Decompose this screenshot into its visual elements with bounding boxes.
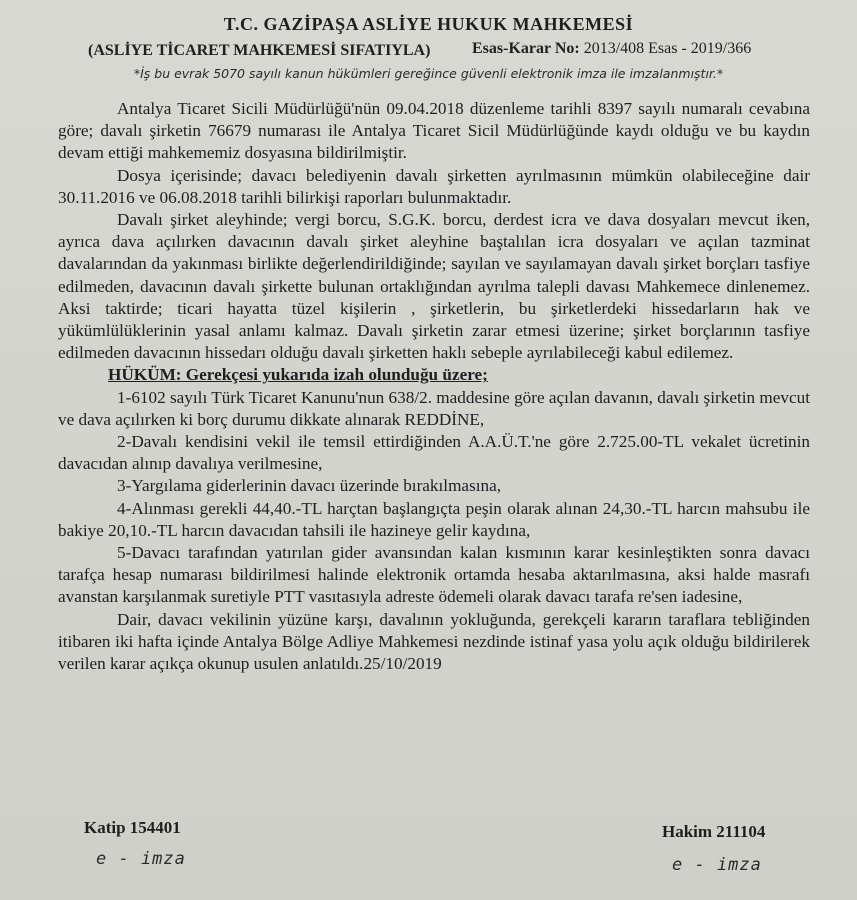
judge-signature-label: Hakim 211104	[662, 822, 766, 841]
verdict-item-5: 5-Davacı tarafından yatırılan gider avansından kalan kısmının karar kesinleştikten sonra davacı tarafça hesap numarası bildirilmesi halinde elektronik ortamda hesaba aktarılmasına, aksi halde masrafı avanstan karşılanmak suretiyle PTT vasıtasıyla adreste ödemeli olarak davacı tarafa re'sen iadesine,	[58, 543, 810, 607]
case-number-label: Esas-Karar No:	[472, 40, 580, 57]
verdict-item-4: 4-Alınması gerekli 44,40.-TL harçtan başlangıçta peşin olarak alınan 24,30.-TL harcın mahsubu ile bakiye 20,10.-TL harcın davacıdan tahsili ile hazineye gelir kaydına,	[58, 498, 810, 540]
closing-paragraph: Dair, davacı vekilinin yüzüne karşı, davalının yokluğunda, gerekçeli kararın taraflara tebliğinden itibaren iki hafta içinde Antalya Bölge Adliye Mahkemesi nezdinde istinaf yasa yolu açık olduğu bildirilerek verilen karar açıkça okunup usulen anlatıldı.25/10/2019	[58, 609, 810, 674]
verdict-item-2: 2-Davalı kendisini vekil ile temsil ettirdiğinden A.A.Ü.T.'ne göre 2.725.00-TL vekalet ücretinin davacıdan alınıp davalıya verilmesine,	[58, 432, 810, 474]
verdict-item-3: 3-Yargılama giderlerinin davacı üzerinde bırakılmasına,	[117, 476, 502, 496]
clerk-e-signature: e - imza	[96, 849, 186, 869]
court-title: T.C. GAZİPAŞA ASLİYE HUKUK MAHKEMESİ	[223, 14, 634, 34]
court-subtitle: (ASLİYE TİCARET MAHKEMESİ SIFATIYLA)	[88, 42, 431, 59]
paragraph-reasoning: Davalı şirket aleyhinde; vergi borcu, S.G.K. borcu, derdest icra ve dava dosyaları mevcut iken, ayrıca dava açılırken davacının davalı şirket aleyhine baştalılan icra dosyaları ve açılan tazminat davalarından da yakınması birlikte değerlendirildiğinde; sayılan ve sayılamayan davalı şirket borçları tasfiye edilmeden, davacının davalı şirkette bulunan ortaklığından ayrılma talepli davası Mahkemece dinlenemez. Aksi taktirde; ticari hayatta tüzel kişilerin , şirketlerin, bu şirketlerdeki hissedarların hak ve yükümlülüklerinin yasal anlamı kalmaz. Davalı şirketin zarar etmesi üzerine; şirket borçlarının tasfiye edilmeden davacının hissedarı olduğu davalı şirketten haklı sebeple ayrılabileceği kabul edilemez.	[58, 210, 810, 363]
e-signature-notice: *İş bu evrak 5070 sayılı kanun hükümleri gereğince güvenli elektronik imza ile imzalanmıştır.*	[133, 66, 724, 81]
case-number	[472, 40, 751, 58]
verdict-item-1: 1-6102 sayılı Türk Ticaret Kanunu'nun 638/2. maddesine göre açılan davanın, davalı şirketin mevcut ve dava açılırken ki borç durumu dikkate alınarak REDDİNE,	[58, 387, 810, 429]
case-number-value: 2013/408 Esas - 2019/366	[583, 40, 752, 57]
paragraph-registry: Antalya Ticaret Sicili Müdürlüğü'nün 09.04.2018 düzenleme tarihli 8397 sayılı numaralı cevabına göre; davalı şirketin 76679 numarası ile Antalya Ticaret Sicil Müdürlüğünde kaydı olduğu ve bu kaydın devam ettiği mahkememiz dosyasına bildirilmiştir.	[58, 99, 810, 163]
decision-body	[58, 98, 810, 675]
verdict-heading: HÜKÜM: Gerekçesi yukarıda izah olunduğu üzere;	[108, 365, 488, 385]
paragraph-expert-reports: Dosya içerisinde; davacı belediyenin davalı şirketten ayrılmasının mümkün olabileceğine dair 30.11.2016 ve 06.08.2018 tarihli bilirkişi raporları bulunmaktadır.	[58, 165, 810, 207]
judge-e-signature: e - imza	[672, 855, 762, 875]
clerk-signature-label: Katip 154401	[84, 818, 181, 837]
